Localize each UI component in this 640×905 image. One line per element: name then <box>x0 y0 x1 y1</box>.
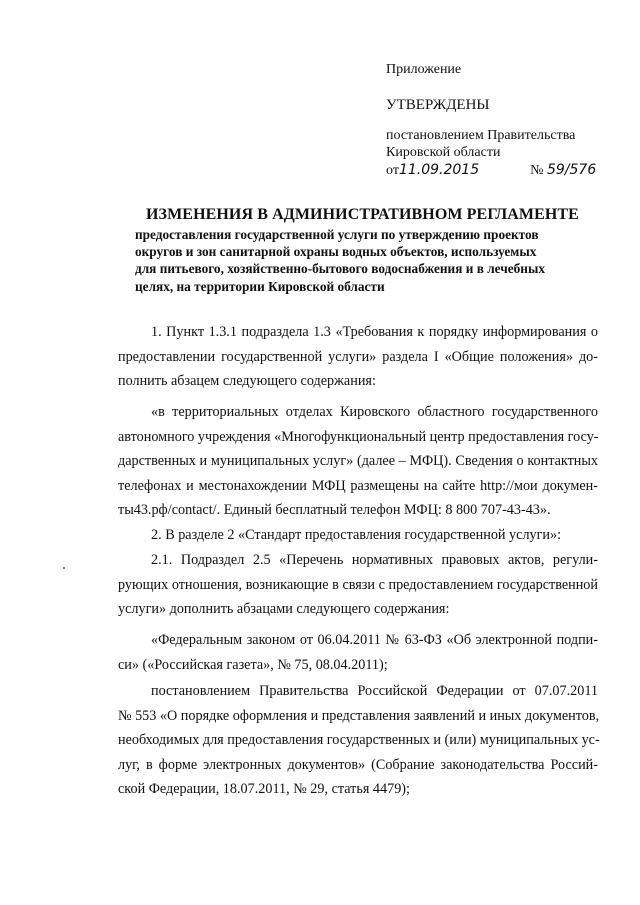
text-line: ты43.рф/contact/. Единый бесплатный телефон МФЦ: 8 800 707-43-43». <box>118 502 551 519</box>
text-line: рующих отношения, возникающие в связи с предоставлением государственной <box>118 576 598 593</box>
paragraph-1 <box>118 320 598 394</box>
text-line: № 553 «О порядке оформления и представления заявлений и иных документов, <box>118 707 600 724</box>
text-line: «Федеральным законом от 06.04.2011 № 63-ФЗ «Об электронной подпи- <box>151 632 598 648</box>
document-subtitle <box>135 226 605 295</box>
document-title: ИЗМЕНЕНИЯ В АДМИНИСТРАТИВНОМ РЕГЛАМЕНТЕ <box>146 206 579 223</box>
paragraph-3 <box>118 523 598 548</box>
decree-line-2: Кировской области <box>386 145 501 160</box>
text-line: предоставлении государственной услуги» раздела I «Общие положения» до- <box>118 348 598 365</box>
paragraph-5 <box>118 628 598 677</box>
text-line: 2.1. Подраздел 2.5 «Перечень нормативных правовых актов, регули- <box>151 552 598 568</box>
text-line: си» («Российская газета», № 75, 08.04.2011); <box>118 656 388 673</box>
text-line: 2. В разделе 2 «Стандарт предоставления государственной услуги»: <box>151 527 562 543</box>
handwritten-number: 59/576 <box>546 162 597 178</box>
handwritten-date: 11.09.2015 <box>398 162 480 178</box>
paragraph-4 <box>118 548 598 622</box>
subtitle-line: предоставления государственной услуги по утверждению проектов <box>135 227 539 242</box>
subtitle-line: целях, на территории Кировской области <box>135 278 385 294</box>
appendix-label: Приложение <box>386 62 462 77</box>
text-line: телефонах и местонахождении МФЦ размещены на сайте http://мои докумен- <box>118 477 598 494</box>
text-line: ской Федерации, 18.07.2011, № 29, статья 4479); <box>118 781 410 798</box>
text-line: необходимых для предоставления государственных и (или) муниципальных ус- <box>118 732 600 749</box>
text-line: услуги» дополнить абзацами следующего содержания: <box>118 601 450 618</box>
text-line: дарственных и муниципальных услуг» (далее – МФЦ). Сведения о контактных <box>118 453 598 470</box>
text-line: 1. Пункт 1.3.1 подраздела 1.3 «Требования к порядку информирования о <box>151 324 598 340</box>
paragraph-2 <box>118 400 598 523</box>
scan-speck <box>63 567 65 569</box>
decree-line-1: постановлением Правительства <box>386 128 576 143</box>
text-line: автономного учреждения «Многофункциональный центр предоставления госу- <box>118 428 599 445</box>
number-prefix: № <box>530 163 544 178</box>
date-prefix: от <box>386 163 399 178</box>
text-line: «в территориальных отделах Кировского областного государственного <box>151 404 598 420</box>
subtitle-line: для питьевого, хозяйственно-бытового водоснабжения и в лечебных <box>135 261 545 277</box>
approved-label: УТВЕРЖДЕНЫ <box>386 97 490 113</box>
text-line: полнить абзацем следующего содержания: <box>118 373 376 390</box>
subtitle-line: округов и зон санитарной охраны водных объектов, используемых <box>135 244 537 260</box>
decree-date-number <box>386 162 596 179</box>
text-line: постановлением Правительства Российской Федерации от 07.07.2011 <box>151 683 598 699</box>
paragraph-6 <box>118 679 598 802</box>
text-line: луг, в форме электронных документов» (Собрание законодательства Россий- <box>118 756 598 773</box>
